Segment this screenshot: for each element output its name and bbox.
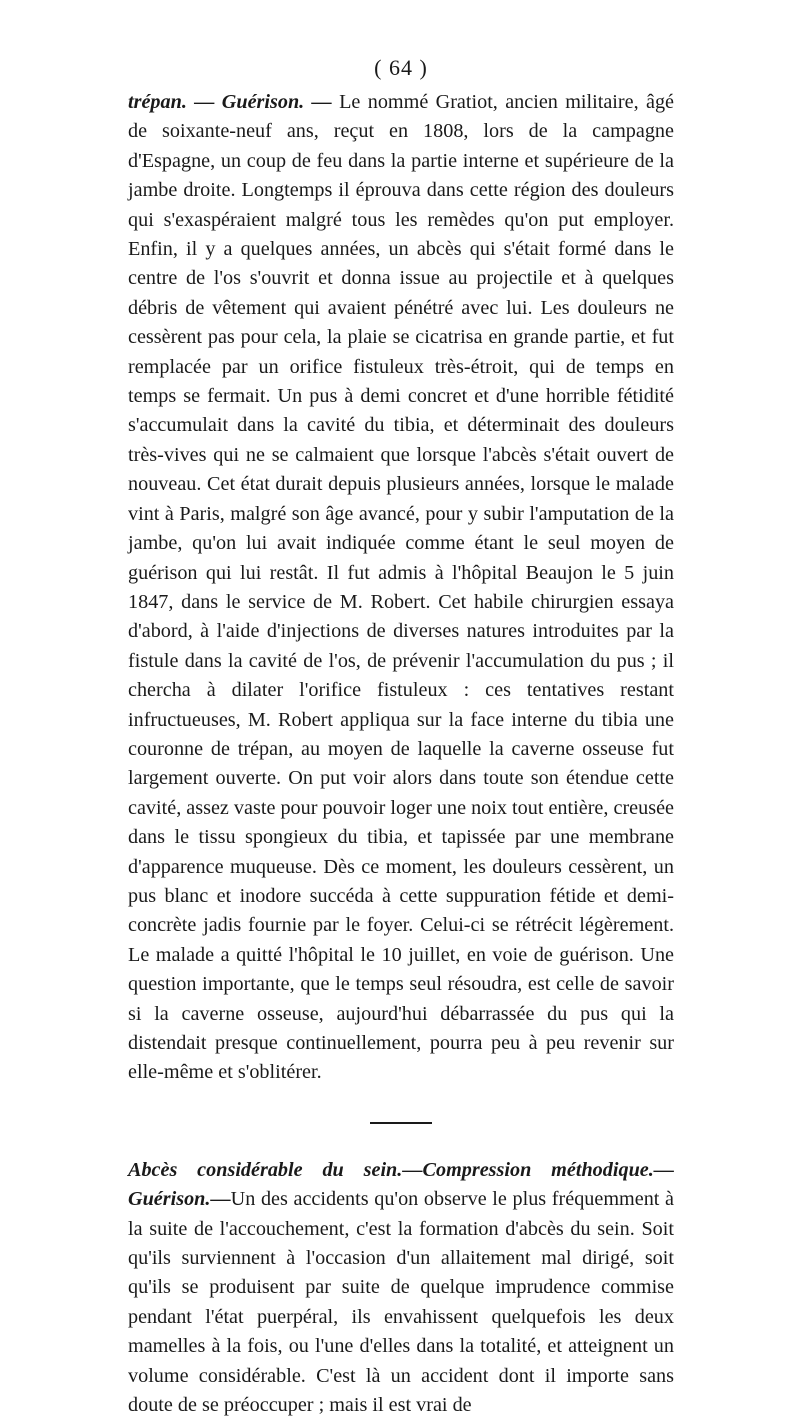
section-divider xyxy=(370,1122,432,1124)
book-page xyxy=(128,54,674,1420)
observation-paragraph-sein xyxy=(128,1156,674,1420)
observation-paragraph-trepan xyxy=(128,88,674,1088)
observation-body-sein: Un des accidents qu'on observe le plus fréquemment à la suite de l'accouchement, c'est la formation d'abcès du sein. Soit qu'ils surviennent à l'occasion d'un allaitement mal dirigé, soit qu'ils se produisent par suite de quelque imprudence commise pendant l'état puerpéral, ils envahissent quelquefois les deux mamelles à la fois, ou l'une d'elles dans la totalité, et atteignent un volume considérable. C'est là un accident dont il importe sans doute de se préoccuper ; mais il est vrai de xyxy=(128,1188,674,1417)
observation-body-trepan: Le nommé Gratiot, ancien militaire, âgé de soixante-neuf ans, reçut en 1808, lors de la campagne d'Espagne, un coup de feu dans la partie interne et supérieure de la jambe droite. Longtemps il éprouva dans cette région des douleurs qui s'exaspéraient malgré tous les remèdes qu'on put employer. Enfin, il y a quelques années, un abcès qui s'était formé dans le centre de l'os s'ouvrit et donna issue au projectile et à quelques débris de vêtement qui avaient pénétré avec lui. Les douleurs ne cessèrent pas pour cela, la plaie se cicatrisa en grande partie, et fut remplacée par un orifice fistuleux très-étroit, qui de temps en temps se fermait. Un pus à demi concret et d'une horrible fétidité s'accumulait dans la cavité du tibia, et déterminait des douleurs très-vives qui ne se calmaient que lorsque l'abcès s'était ouvert de nouveau. Cet état durait depuis plusieurs années, lorsque le malade vint à Paris, malgré son âge avancé, pour y subir l'amputation de la jambe, qu'on lui avait indiquée comme étant le seul moyen de guérison qui lui restât. Il fut admis à l'hôpital Beaujon le 5 juin 1847, dans le service de M. Robert. Cet habile chirurgien essaya d'abord, à l'aide d'injections de diverses natures introduites par la fistule dans la cavité de l'os, de prévenir l'accumulation du pus ; il chercha à dilater l'orifice fistuleux : ces tentatives restant infructueuses, M. Robert appliqua sur la face interne du tibia une couronne de trépan, au moyen de laquelle la caverne osseuse fut largement ouverte. On put voir alors dans toute son étendue cette cavité, assez vaste pour pouvoir loger une noix tout entière, creusée dans le tissu spongieux du tibia, et tapissée par une membrane d'apparence muqueuse. Dès ce moment, les douleurs cessèrent, un pus blanc et inodore succéda à cette suppuration fétide et demi-concrète jadis fournie par le foyer. Celui-ci se rétrécit légèrement. Le malade a quitté l'hôpital le 10 juillet, en voie de guérison. Une question importante, que le temps seul résoudra, est celle de savoir si la caverne osseuse, aujourd'hui débarrassée du pus qui la distendait presque continuellement, pourra peu à peu revenir sur elle-même et s'oblitérer. xyxy=(128,91,675,1084)
page-number: ( 64 ) xyxy=(374,55,428,80)
observation-heading-sein: Abcès considérable du sein.—Compression méthodique.—Guérison.— xyxy=(128,1158,674,1211)
observation-heading-trepan: trépan. — Guérison. — xyxy=(128,91,332,113)
